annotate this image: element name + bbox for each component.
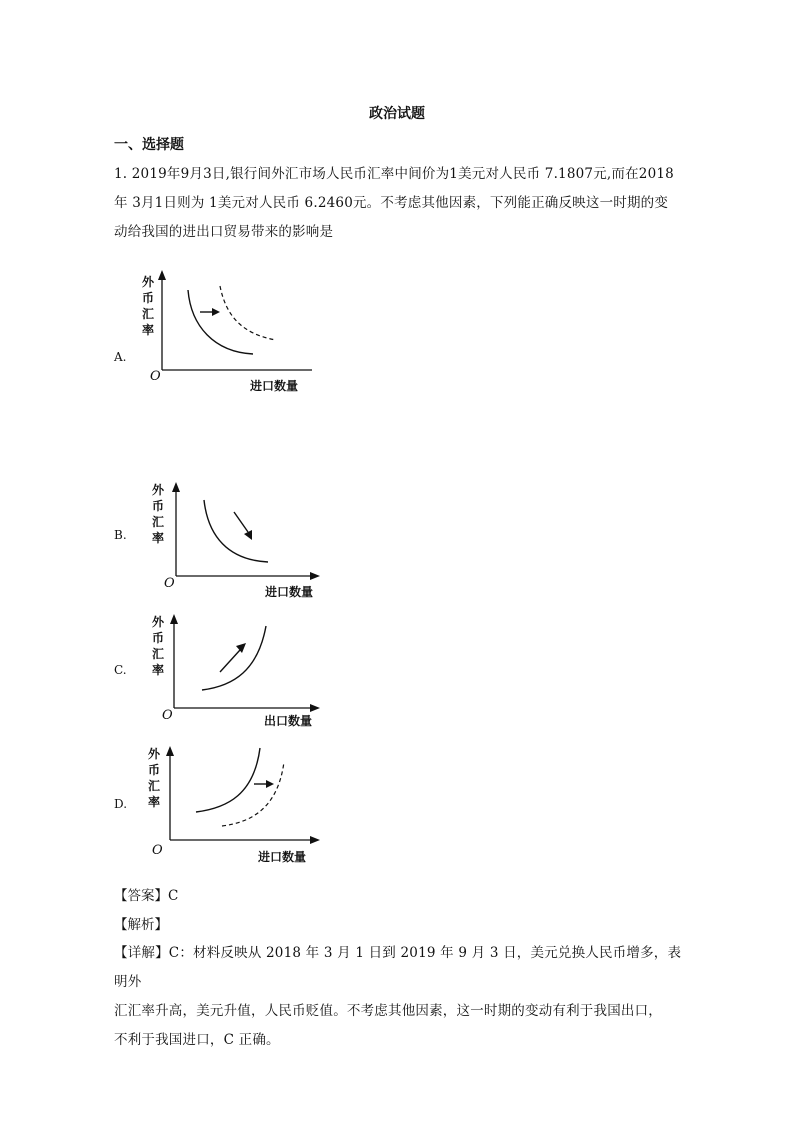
y-label-char: 外 — [152, 483, 165, 497]
x-axis-label: 进口数量 — [265, 585, 314, 599]
y-label-char: 币 — [142, 291, 155, 305]
option-c-graph — [146, 610, 326, 735]
x-axis-arrowhead — [310, 836, 320, 844]
y-axis-label — [152, 483, 165, 545]
x-axis-label: 出口数量 — [264, 714, 313, 728]
question-line: 动给我国的进出口贸易带来的影响是 — [114, 224, 334, 240]
y-label-char: 率 — [148, 795, 161, 809]
detail-line: 汇汇率升高，美元升值，人民币贬值。不考虑其他因素，这一时期的变动有利于我国出口， — [114, 1003, 662, 1019]
question-line: 年 3月1日则为 1美元对人民币 6.2460元。不考虑其他因素，下列能正确反映这一时期的变 — [114, 195, 669, 211]
y-label-char: 汇 — [152, 647, 165, 661]
movement-arrowhead — [236, 643, 246, 653]
demand-curve — [188, 290, 253, 354]
y-label-char: 率 — [142, 323, 155, 337]
y-label-char: 币 — [152, 631, 165, 645]
x-axis-label: 进口数量 — [250, 379, 299, 393]
detail-line: 不利于我国进口，C 正确。 — [114, 1032, 280, 1048]
option-b-graph — [146, 478, 326, 603]
origin-label: O — [150, 369, 161, 384]
y-label-char: 外 — [148, 747, 161, 761]
y-label-char: 币 — [152, 499, 165, 513]
option-b-letter: B. — [114, 528, 127, 542]
y-label-char: 外 — [142, 275, 155, 289]
y-axis-label — [152, 615, 165, 677]
y-axis-label — [142, 275, 155, 337]
option-a-graph — [136, 268, 316, 398]
movement-arrow — [234, 512, 248, 532]
shift-arrowhead — [212, 308, 220, 316]
x-axis-label: 进口数量 — [258, 850, 307, 864]
y-label-char: 汇 — [142, 307, 155, 321]
y-axis-arrowhead — [166, 746, 174, 756]
option-c-letter: C. — [114, 663, 127, 677]
demand-curve — [204, 500, 268, 562]
x-axis-arrowhead — [310, 704, 320, 712]
y-label-char: 率 — [152, 531, 165, 545]
shift-arrowhead — [266, 780, 274, 788]
question-line: 1. 2019年9月3日,银行间外汇市场人民币汇率中间价为1美元对人民币 7.1807元,而在2018 — [114, 166, 674, 182]
y-axis-arrowhead — [172, 482, 180, 492]
option-a-letter: A. — [114, 350, 127, 364]
y-label-char: 外 — [152, 615, 165, 629]
analysis-heading: 【解析】 — [114, 917, 168, 933]
movement-arrow — [220, 650, 240, 672]
page-title: 政治试题 — [369, 106, 425, 122]
y-label-char: 汇 — [152, 515, 165, 529]
section-heading: 一、选择题 — [114, 137, 184, 153]
detail-line: 【详解】C：材料反映从 2018 年 3 月 1 日到 2019 年 9 月 3 日，美元兑换人民币增多，表明外 — [114, 945, 682, 990]
answer-line: 【答案】C — [114, 888, 179, 904]
option-d-letter: D. — [114, 797, 128, 811]
origin-label: O — [162, 708, 173, 723]
option-d-graph — [142, 742, 327, 867]
detail-text — [114, 939, 689, 1055]
shifted-supply-curve — [222, 762, 284, 826]
y-label-char: 汇 — [148, 779, 161, 793]
y-label-char: 率 — [152, 663, 165, 677]
supply-curve — [196, 748, 260, 812]
origin-label: O — [152, 843, 163, 858]
y-axis-label — [148, 747, 161, 809]
shifted-demand-curve — [220, 286, 276, 340]
y-label-char: 币 — [148, 763, 161, 777]
origin-label: O — [164, 576, 175, 591]
supply-curve — [202, 626, 266, 690]
x-axis-arrowhead — [310, 572, 320, 580]
question-text — [114, 160, 689, 247]
y-axis-arrowhead — [158, 270, 166, 280]
y-axis-arrowhead — [170, 614, 178, 624]
